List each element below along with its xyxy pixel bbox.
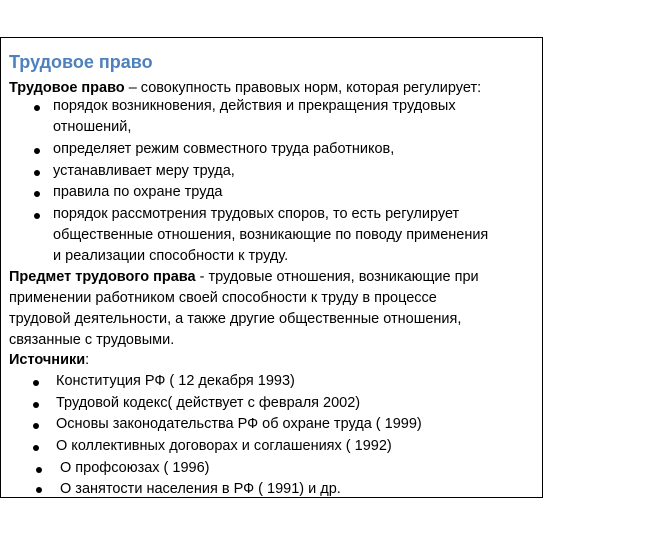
subject-line-4: связанные с трудовыми. [9, 332, 175, 348]
regulates-item-1-line-2: отношений, [53, 119, 132, 135]
subject-line-3: трудовой деятельности, а также другие общественные отношения, [9, 311, 462, 327]
bullet-icon [34, 191, 40, 197]
regulates-item-5-line-1: порядок рассмотрения трудовых споров, то есть регулирует [53, 206, 460, 222]
source-item-5: О профсоюзах ( 1996) [60, 460, 210, 476]
sources-heading [9, 350, 89, 371]
regulates-item-2: определяет режим совместного труда работников, [53, 141, 395, 157]
bullet-icon [34, 105, 40, 111]
bullet-icon [33, 402, 39, 408]
page-title: Трудовое право [9, 52, 153, 72]
regulates-item-1-line-1: порядок возникновения, действия и прекращения трудовых [53, 98, 456, 114]
bullet-icon [36, 467, 42, 473]
regulates-item-3: устанавливает меру труда, [53, 163, 235, 179]
sources-colon: : [85, 352, 90, 368]
subject-line-2: применении работником своей способности к труду в процессе [9, 290, 437, 306]
source-item-2: Трудовой кодекс( действует с февраля 2002) [56, 395, 361, 411]
source-item-1: Конституция РФ ( 12 декабря 1993) [56, 373, 295, 389]
regulates-item-5-line-3: и реализации способности к труду. [53, 248, 289, 264]
bullet-icon [34, 170, 40, 176]
bullet-icon [34, 148, 40, 154]
source-item-6: О занятости населения в РФ ( 1991) и др. [60, 481, 341, 497]
subject-text-1: - трудовые отношения, возникающие при [195, 269, 479, 285]
bullet-icon [33, 380, 39, 386]
bullet-icon [33, 445, 39, 451]
source-item-3: Основы законодательства РФ об охране труда ( 1999) [56, 416, 422, 432]
regulates-item-5-line-2: общественные отношения, возникающие по поводу применения [53, 227, 489, 243]
subject-term: Предмет трудового права [9, 269, 196, 285]
intro-term: Трудовое право [9, 80, 125, 96]
bullet-icon [33, 423, 39, 429]
bullet-icon [34, 213, 40, 219]
subject-line-1 [9, 267, 479, 288]
source-item-4: О коллективных договорах и соглашениях ( 1992) [56, 438, 392, 454]
intro-text: – совокупность правовых норм, которая регулирует: [124, 80, 482, 96]
sources-term: Источники [9, 352, 86, 368]
bullet-icon [36, 487, 42, 493]
regulates-item-4: правила по охране труда [53, 184, 223, 200]
document-box [0, 37, 543, 498]
